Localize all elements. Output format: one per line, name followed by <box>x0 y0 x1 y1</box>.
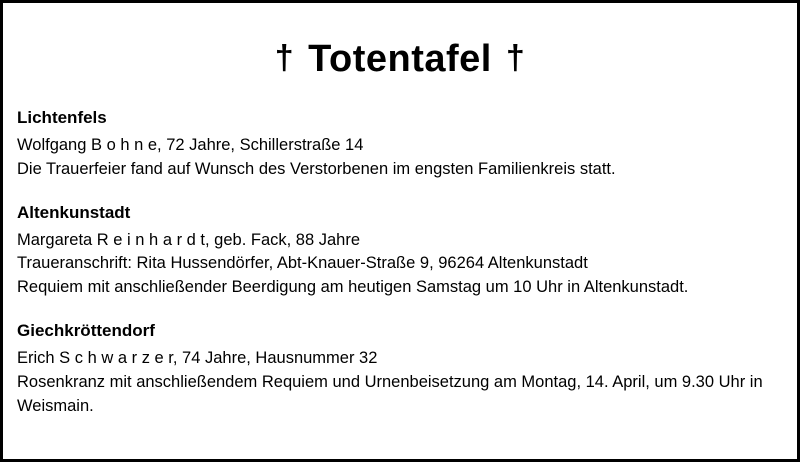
page-title-text: Totentafel <box>308 38 492 80</box>
page-title <box>17 39 783 81</box>
obituary-entry <box>17 107 783 182</box>
entry-line: Traueranschrift: Rita Hussendörfer, Abt-Knauer-Straße 9, 96264 Altenkunstadt <box>17 254 588 273</box>
entry-place: Altenkunstadt <box>17 202 131 222</box>
entry-place: Giechkröttendorf <box>17 321 155 341</box>
obituary-entry <box>17 202 783 301</box>
cross-icon-right: † <box>505 39 526 77</box>
entry-line: Margareta R e i n h a r d t, geb. Fack, 88 Jahre <box>17 230 361 249</box>
entry-line: Erich S c h w a r z e r, 74 Jahre, Hausnummer 32 <box>17 349 378 368</box>
entry-line: Die Trauerfeier fand auf Wunsch des Verstorbenen im engsten Familienkreis statt. <box>17 159 616 178</box>
entry-line: Wolfgang B o h n e, 72 Jahre, Schillerstraße 14 <box>17 135 364 154</box>
obituary-entry <box>17 320 783 419</box>
cross-icon-left: † <box>274 39 295 77</box>
entry-place: Lichtenfels <box>17 107 107 127</box>
entry-line: Rosenkranz mit anschließendem Requiem und Urnenbeisetzung am Montag, 14. April, um 9.30 Uhr in Weismain. <box>17 373 763 416</box>
entry-line: Requiem mit anschließender Beerdigung am heutigen Samstag um 10 Uhr in Altenkunstadt. <box>17 278 689 297</box>
